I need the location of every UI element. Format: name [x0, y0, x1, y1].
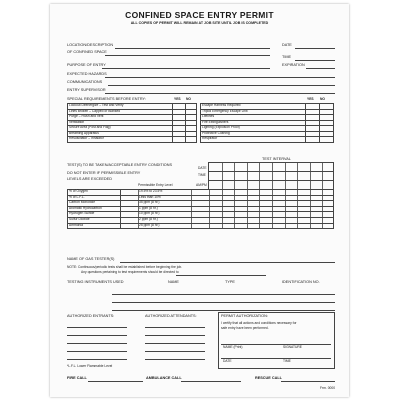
location-line[interactable]	[115, 48, 270, 49]
gas-test-level: 1 ppm (8 hr.)	[139, 205, 158, 210]
req-right-item: Respirator	[202, 136, 218, 140]
gas-test-level: 2 ppm (8 hr.)	[139, 217, 158, 221]
gas-testers-label: NAME OF GAS TESTER(S)	[67, 257, 115, 261]
supervisor-line[interactable]	[105, 93, 335, 94]
purpose-line[interactable]	[102, 68, 270, 69]
req-yes-right: YES	[307, 97, 314, 101]
time-line[interactable]	[295, 60, 335, 61]
permit-form	[50, 4, 349, 397]
req-right-item: Lifelines	[202, 114, 215, 118]
req-right-item: Tripod Emergency Escape Unit	[202, 108, 248, 113]
auth-date-label: DATE	[223, 359, 232, 363]
gas-test-level: 10 ppm (8 hr.)	[139, 211, 160, 216]
auth-name-label: NAME (Print)	[223, 345, 243, 349]
page-subtitle: ALL COPIES OF PERMIT WILL REMAIN AT JOB SITE UNTIL JOB IS COMPLETED	[130, 21, 269, 25]
req-yes-left: YES	[174, 97, 181, 101]
confined-label: OF CONFINED SPACE	[67, 50, 107, 54]
req-left-item: Secure Area (Post and Flag)	[69, 125, 111, 129]
req-right-item: Escape Harness Required	[202, 103, 241, 107]
auth-signature-label: SIGNATURE	[283, 345, 302, 349]
date-line[interactable]	[295, 48, 335, 49]
attendants-label: AUTHORIZED ATTENDANTS:	[145, 314, 197, 318]
req-no-right: NO	[320, 97, 325, 101]
instruments-label: TESTING INSTRUMENTS USED	[67, 280, 124, 284]
gas-test-name: % of L.F.L.	[69, 194, 85, 199]
test-date-label: DATE	[198, 166, 207, 170]
ambulance-call-label: AMBULANCE CALL	[146, 376, 182, 380]
gas-test-level: 35 ppm (8 hr.)	[139, 200, 160, 205]
time-label: TIME	[282, 55, 292, 59]
gas-test-level: 19.5% to 23.5%	[139, 189, 163, 193]
hazards-line[interactable]	[105, 77, 335, 78]
page-title: CONFINED SPACE ENTRY PERMIT	[125, 10, 274, 20]
entrants-label: AUTHORIZED ENTRANTS:	[67, 314, 115, 318]
instrument-type-label: TYPE	[225, 280, 235, 284]
lfl-note: *L.F.L. Lower Flammable Level	[67, 364, 113, 368]
authorization-text: I certify that all actions and conditions necessary for	[221, 321, 297, 325]
gas-test-level: Less than 10%	[139, 194, 161, 199]
gas-test-name: Ammonia	[69, 222, 83, 227]
req-left-item: Breathing Apparatus	[69, 130, 99, 135]
gas-test-name: Sulfur Dioxide	[69, 217, 90, 221]
fire-call-label: FIRE CALL	[67, 376, 87, 380]
tests-heading: TEST(S) TO BE TAKEN/ACCEPTABLE ENTRY CONDITIONS	[67, 163, 172, 167]
test-time-label: TIME	[198, 173, 206, 177]
authorization-date-line[interactable]	[221, 358, 331, 359]
expiration-line[interactable]	[306, 68, 335, 69]
date-label: DATE	[282, 43, 292, 47]
test-interval-grid[interactable]	[208, 162, 334, 190]
gas-test-name: Carbon Monoxide	[69, 200, 96, 205]
tests-note-2: LEVELS ARE EXCEEDED	[67, 177, 112, 181]
req-left-item: Ventilation	[69, 119, 85, 124]
communications-label: COMMUNICATIONS	[67, 80, 103, 84]
req-right-item: Lighting (Explosion Proof)	[202, 125, 240, 129]
tests-note-1: DO NOT ENTER IF PERMISSIBLE ENTRY	[67, 171, 141, 175]
req-left-item: Lines Broken – Capped or Blanked	[69, 108, 121, 113]
req-no-left: NO	[186, 97, 191, 101]
gas-testers-line[interactable]	[120, 262, 335, 263]
test-ampm-label: AM/PM	[196, 183, 207, 187]
req-right-item: Fire Extinguishers	[202, 119, 229, 124]
location-label: LOCATION/DESCRIPTION	[67, 43, 114, 47]
req-right-item: Protective Clothing	[202, 130, 230, 135]
test-interval-label: TEST INTERVAL	[262, 157, 291, 161]
rescue-call-label: RESCUE CALL	[255, 376, 283, 380]
rescue-call-line[interactable]	[281, 381, 335, 382]
instrument-name-label: NAME	[168, 280, 179, 284]
req-left-item: Resuscitator – Inhalator	[69, 136, 104, 140]
fire-call-line[interactable]	[88, 381, 143, 382]
gas-test-name: Aromatic Hydrocarbon	[69, 205, 102, 210]
supervisor-label: ENTRY SUPERVISOR	[67, 88, 106, 92]
questions-line[interactable]	[176, 275, 266, 276]
purpose-label: PURPOSE OF ENTRY	[67, 63, 106, 67]
authorization-title: PERMIT AUTHORIZATION:	[221, 314, 268, 318]
req-left-item: Purge – Flush and Vent	[69, 114, 104, 118]
req-left-item: Lockout Deenergize – Test and Verify	[69, 103, 124, 107]
ambulance-call-line[interactable]	[181, 381, 241, 382]
confined-line[interactable]	[105, 55, 270, 56]
requirements-heading: SPECIAL REQUIREMENTS BEFORE ENTRY:	[67, 97, 146, 101]
auth-time-label: TIME	[283, 359, 291, 363]
gas-test-name: Hydrogen Sulfide	[69, 211, 95, 216]
expiration-label: EXPIRATION	[282, 63, 305, 67]
hazards-label: EXPECTED HAZARDS	[67, 72, 107, 76]
gas-test-level: 25 ppm (8 hr.)	[139, 222, 160, 227]
permissible-label: Permissible Entry Level	[138, 183, 173, 187]
authorization-text-2: safe entry have been performed.	[221, 326, 269, 330]
form-number: Frm. 0000	[320, 386, 336, 390]
questions-note: Any questions pertaining to test requirements should be directed to	[81, 270, 179, 274]
continuous-note: NOTE: Continuous/periodic tests shall be established before beginning the job.	[67, 265, 183, 269]
gas-test-name: % of Oxygen	[69, 189, 88, 193]
identification-label: IDENTIFICATION NO.	[282, 280, 320, 284]
communications-line[interactable]	[108, 85, 335, 86]
